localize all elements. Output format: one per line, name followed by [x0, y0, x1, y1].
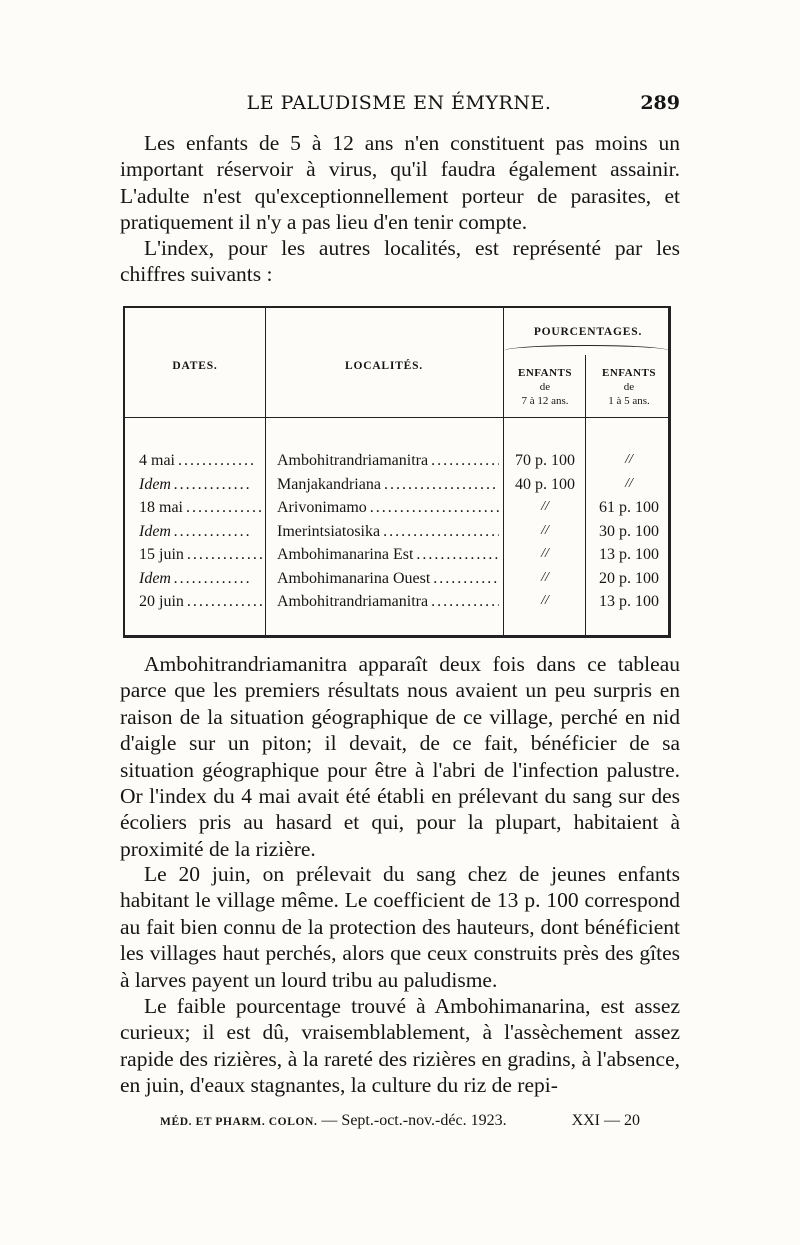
header-col2-top: ENFANTS	[601, 367, 657, 379]
table-row	[125, 523, 668, 546]
header-col2-bot: 1 à 5 ans.	[608, 395, 650, 407]
row-enfants-7-12: //	[541, 593, 549, 608]
paragraph-4: Le 20 juin, on prélevait du sang chez de jeunes enfants habitant le village même. Le coefficient de 13 p. 100 correspond au fait bien connu de la protection des hauteurs, dont bénéficient les villages haut perchés, alors que ceux construits près des gîtes à larves payent un lourd tribu au paludisme.	[120, 862, 680, 992]
row-date: 18 mai . . .	[139, 499, 263, 517]
table-row	[125, 499, 668, 522]
row-date: 15 juin . . .	[139, 546, 263, 564]
running-title: LE PALUDISME EN ÉMYRNE.	[246, 92, 552, 114]
table-row	[125, 546, 668, 569]
row-enfants-7-12: 40 p. 100	[515, 475, 575, 493]
row-enfants-1-5: 13 p. 100	[599, 546, 659, 563]
paragraph-1: Les enfants de 5 à 12 ans n'en constituent pas moins un important réservoir à virus, qu'il faudra également assainir. L'adulte n'est qu'exceptionnellement porteur de parasites, et pratiquement il n'y a pas lieu d'en tenir compte.	[120, 131, 680, 235]
row-date: 4 mai . . .	[139, 452, 263, 470]
signature-mark: XXI — 20	[571, 1112, 640, 1129]
table-row	[125, 570, 668, 593]
row-locality: Manjakandriana . . .	[277, 476, 499, 494]
header-col2-mid: de	[623, 381, 635, 393]
row-enfants-7-12: //	[541, 546, 549, 561]
header-pourcentages: POURCENTAGES.	[533, 326, 643, 338]
row-locality: Ambohimanarina Ouest . . .	[277, 570, 499, 588]
pourcentages-brace	[505, 345, 668, 356]
header-dates: DATES.	[172, 360, 218, 372]
issue-date: — Sept.-oct.-nov.-déc. 1923.	[317, 1112, 507, 1129]
row-date: Idem . . .	[139, 523, 263, 541]
row-enfants-7-12: //	[541, 522, 549, 538]
header-col1-bot: 7 à 12 ans.	[521, 395, 569, 407]
row-locality: Imerintsiatosika . . .	[277, 523, 499, 541]
row-locality: Ambohimanarina Est . . .	[277, 546, 499, 564]
row-enfants-1-5: 30 p. 100	[599, 522, 659, 540]
row-locality: Ambohitrandriamanitra . . .	[277, 593, 499, 611]
table-row	[125, 452, 668, 475]
paragraph-2: L'index, pour les autres localités, est représenté par les chiffres suivants :	[120, 236, 680, 287]
journal-name: MÉD. ET PHARM. COLON.	[160, 1116, 318, 1128]
row-enfants-1-5: 13 p. 100	[599, 593, 659, 610]
table-row	[125, 593, 668, 616]
row-enfants-7-12: //	[541, 569, 549, 585]
header-rule	[125, 417, 668, 418]
header-enfants-1-5	[587, 366, 671, 408]
page-footer	[160, 1112, 640, 1136]
paragraph-3: Ambohitrandriamanitra apparaît deux fois dans ce tableau parce que les premiers résultats nous avaient un peu surpris en raison de la situation géographique de ce village, perché en nid d'aigle sur un piton; il devait, de ce fait, bénéficier de sa situation géographique pour être à l'abri de l'infection palustre. Or l'index du 4 mai avait été établi en prélevant du sang sur des écoliers pris au hasard et qui, pour la plupart, habitaient à proximité de la rizière.	[120, 652, 680, 861]
row-locality: Ambohitrandriamanitra . . .	[277, 452, 499, 470]
table-row	[125, 476, 668, 499]
header-enfants-7-12	[505, 366, 585, 408]
row-enfants-7-12: //	[541, 499, 549, 514]
page-number: 289	[640, 92, 680, 114]
paragraph-5: Le faible pourcentage trouvé à Ambohimanarina, est assez curieux; il est dû, vraisemblablement, à l'assèchement assez rapide des rizières, à la rareté des rizières en gradins, à l'absence, en juin, d'eaux stagnantes, la culture du riz de repi-	[120, 994, 680, 1098]
row-date: Idem . . .	[139, 570, 263, 588]
malaria-index-table	[123, 306, 671, 638]
row-enfants-1-5: //	[625, 475, 633, 491]
row-date: 20 juin . . .	[139, 593, 263, 611]
row-locality: Arivonimamo . . .	[277, 499, 499, 517]
row-enfants-1-5: //	[625, 452, 633, 467]
header-localites: LOCALITÉS.	[345, 360, 423, 372]
header-col1-top: ENFANTS	[517, 367, 573, 379]
row-enfants-1-5: 61 p. 100	[599, 499, 659, 516]
row-date: Idem . . .	[139, 476, 263, 494]
header-col1-mid: de	[539, 381, 551, 393]
page-header	[118, 92, 680, 122]
row-enfants-1-5: 20 p. 100	[599, 569, 659, 587]
row-enfants-7-12: 70 p. 100	[515, 452, 575, 469]
